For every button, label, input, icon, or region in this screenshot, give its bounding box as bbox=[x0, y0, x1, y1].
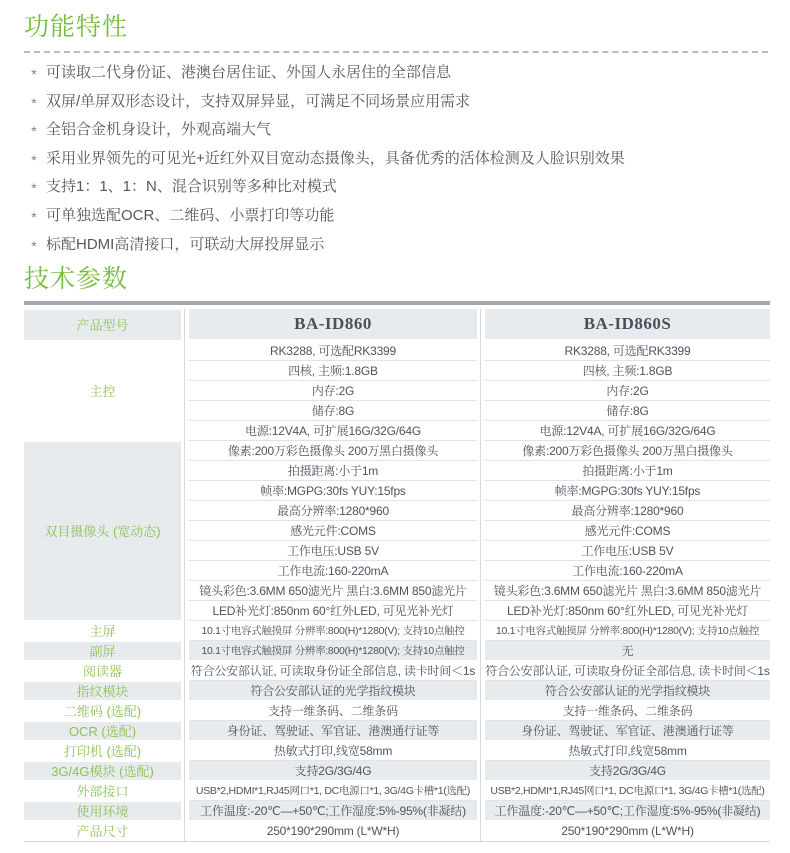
spec-cell: 电源:12V4A, 可扩展16G/32G/64G bbox=[485, 421, 770, 441]
spec-cell: 感光元件:COMS bbox=[485, 521, 770, 541]
product-column-ba-id860 bbox=[189, 309, 477, 841]
spec-cell: 热敏式打印,线宽58mm bbox=[189, 741, 477, 761]
specs-section bbox=[24, 264, 770, 842]
spec-cell: 帧率:MGPG:30fs YUY:15fps bbox=[485, 481, 770, 501]
spec-cell: 电源:12V4A, 可扩展16G/32G/64G bbox=[189, 421, 477, 441]
spec-cell: 符合公安部认证的光学指纹模块 bbox=[189, 681, 477, 701]
corner-label: 产品型号 bbox=[24, 309, 181, 341]
spec-table bbox=[24, 309, 770, 842]
section-label: 主屏 bbox=[89, 623, 116, 639]
features-title: 功能特性 bbox=[24, 13, 129, 41]
spec-cell: 支持2G/3G/4G bbox=[189, 761, 477, 781]
spec-cell: USB*2,HDMI*1,RJ45网口*1, DC电源口*1, 3G/4G卡槽*1(选配) bbox=[485, 781, 770, 801]
spec-cell: 四核, 主频:1.8GB bbox=[485, 361, 770, 381]
feature-item bbox=[24, 150, 768, 167]
feature-text: 全铝合金机身设计，外观高端大气 bbox=[46, 121, 272, 139]
product-model-header: BA-ID860S bbox=[485, 309, 770, 341]
feature-item bbox=[24, 64, 768, 81]
spec-cell: RK3288, 可选配RK3399 bbox=[189, 341, 477, 361]
spec-cell: 10.1寸电容式触摸屏 分辨率:800(H)*1280(V); 支持10点触控 bbox=[189, 621, 477, 641]
spec-cell: 工作电流:160-220mA bbox=[189, 561, 477, 581]
section-label: 外部接口 bbox=[76, 783, 129, 799]
spec-cell: 支持一维条码、二维条码 bbox=[189, 701, 477, 721]
spec-cell: 像素:200万彩色摄像头 200万黑白摄像头 bbox=[189, 441, 477, 461]
spec-cell: 最高分辨率:1280*960 bbox=[189, 501, 477, 521]
feature-text: 标配HDMI高清接口，可联动大屏投屏显示 bbox=[46, 235, 325, 253]
spec-cell: 250*190*290mm (L*W*H) bbox=[189, 821, 477, 841]
section-label: 阅读器 bbox=[82, 663, 122, 679]
feature-text: 可单独选配OCR、二维码、小票打印等功能 bbox=[46, 206, 335, 224]
asterisk-bullet-icon: * bbox=[31, 151, 37, 168]
feature-item bbox=[24, 93, 768, 110]
spec-cell: 帧率:MGPG:30fs YUY:15fps bbox=[189, 481, 477, 501]
spec-cell: 10.1寸电容式触摸屏 分辨率:800(H)*1280(V); 支持10点触控 bbox=[189, 641, 477, 661]
spec-cell: 储存:8G bbox=[485, 401, 770, 421]
asterisk-bullet-icon: * bbox=[31, 208, 37, 225]
feature-text: 双屏/单屏双形态设计，支持双屏异显，可满足不同场景应用需求 bbox=[46, 92, 471, 110]
spec-cell: 身份证、驾驶证、军官证、港澳通行证等 bbox=[189, 721, 477, 741]
feature-item bbox=[24, 178, 768, 195]
spec-cell: 符合公安部认证, 可读取身份证全部信息, 读卡时间＜1s bbox=[485, 661, 770, 681]
section-label: 使用环境 bbox=[24, 801, 181, 821]
spec-cell: 工作温度:-20℃—+50℃;工作湿度:5%-95%(非凝结) bbox=[189, 801, 477, 821]
table-top-bar bbox=[24, 301, 770, 305]
spec-cell: 感光元件:COMS bbox=[189, 521, 477, 541]
spec-cell: 拍摄距离:小于1m bbox=[189, 461, 477, 481]
spec-cell: 最高分辨率:1280*960 bbox=[485, 501, 770, 521]
spec-cell: 符合公安部认证, 可读取身份证全部信息, 读卡时间＜1s bbox=[189, 661, 477, 681]
product-model-header: BA-ID860 bbox=[189, 309, 477, 341]
feature-item bbox=[24, 236, 768, 253]
section-label: 双目摄像头 (宽动态) bbox=[24, 441, 181, 621]
spec-cell: 四核, 主频:1.8GB bbox=[189, 361, 477, 381]
section-label: 二维码 (选配) bbox=[63, 703, 142, 719]
spec-cell: 250*190*290mm (L*W*H) bbox=[485, 821, 770, 841]
spec-cell: 工作电流:160-220mA bbox=[485, 561, 770, 581]
spec-cell: 身份证、驾驶证、军官证、港澳通行证等 bbox=[485, 721, 770, 741]
specs-title: 技术参数 bbox=[24, 265, 129, 294]
spec-cell: 镜头彩色:3.6MM 650滤光片 黑白:3.6MM 850滤光片 bbox=[189, 581, 477, 601]
spec-cell: 内存:2G bbox=[485, 381, 770, 401]
spec-cell: LED补光灯:850nm 60°红外LED, 可见光补光灯 bbox=[485, 601, 770, 621]
column-divider bbox=[480, 309, 481, 841]
spec-cell: 镜头彩色:3.6MM 650滤光片 黑白:3.6MM 850滤光片 bbox=[485, 581, 770, 601]
spec-cell: 工作电压:USB 5V bbox=[189, 541, 477, 561]
spec-cell: 储存:8G bbox=[189, 401, 477, 421]
feature-text: 采用业界领先的可见光+近红外双目宽动态摄像头，具备优秀的活体检测及人脸识别效果 bbox=[46, 149, 625, 167]
spec-cell: 工作温度:-20℃—+50℃;工作湿度:5%-95%(非凝结) bbox=[485, 801, 770, 821]
feature-item bbox=[24, 121, 768, 138]
asterisk-bullet-icon: * bbox=[31, 66, 37, 82]
feature-text: 可读取二代身份证、港澳台居住证、外国人永居住的全部信息 bbox=[46, 64, 452, 81]
feature-text: 支持1：1、1：N、混合识别等多种比对模式 bbox=[46, 178, 337, 196]
spec-cell: 工作电压:USB 5V bbox=[485, 541, 770, 561]
section-label: 副屏 bbox=[24, 641, 181, 661]
asterisk-bullet-icon: * bbox=[31, 180, 37, 197]
section-label: 主控 bbox=[89, 383, 116, 399]
spec-cell: 支持2G/3G/4G bbox=[485, 761, 770, 781]
asterisk-bullet-icon: * bbox=[31, 237, 37, 254]
section-label: 打印机 (选配) bbox=[63, 743, 142, 759]
asterisk-bullet-icon: * bbox=[31, 123, 37, 140]
section-label: OCR (选配) bbox=[24, 721, 181, 741]
spec-cell: RK3288, 可选配RK3399 bbox=[485, 341, 770, 361]
features-section bbox=[24, 12, 770, 253]
spec-cell: 热敏式打印,线宽58mm bbox=[485, 741, 770, 761]
section-label: 指纹模块 bbox=[24, 681, 181, 701]
spec-cell: LED补光灯:850nm 60°红外LED, 可见光补光灯 bbox=[189, 601, 477, 621]
features-list bbox=[24, 64, 768, 253]
spec-cell: 10.1寸电容式触摸屏 分辨率:800(H)*1280(V); 支持10点触控 bbox=[485, 621, 770, 641]
section-label: 3G/4G模块 (选配) bbox=[24, 761, 181, 781]
section-label: 产品尺寸 bbox=[76, 823, 129, 839]
spec-label-column bbox=[24, 309, 181, 841]
spec-cell: 内存:2G bbox=[189, 381, 477, 401]
spec-cell: 无 bbox=[485, 641, 770, 661]
spec-cell: 符合公安部认证的光学指纹模块 bbox=[485, 681, 770, 701]
column-divider bbox=[184, 309, 185, 841]
spec-cell: 拍摄距离:小于1m bbox=[485, 461, 770, 481]
feature-item bbox=[24, 207, 768, 224]
spec-cell: USB*2,HDMI*1,RJ45网口*1, DC电源口*1, 3G/4G卡槽*1(选配) bbox=[189, 781, 477, 801]
spec-cell: 支持一维条码、二维条码 bbox=[485, 701, 770, 721]
product-column-ba-id860s bbox=[485, 309, 770, 841]
dashed-divider bbox=[24, 51, 768, 53]
spec-cell: 像素:200万彩色摄像头 200万黑白摄像头 bbox=[485, 441, 770, 461]
asterisk-bullet-icon: * bbox=[31, 94, 37, 111]
